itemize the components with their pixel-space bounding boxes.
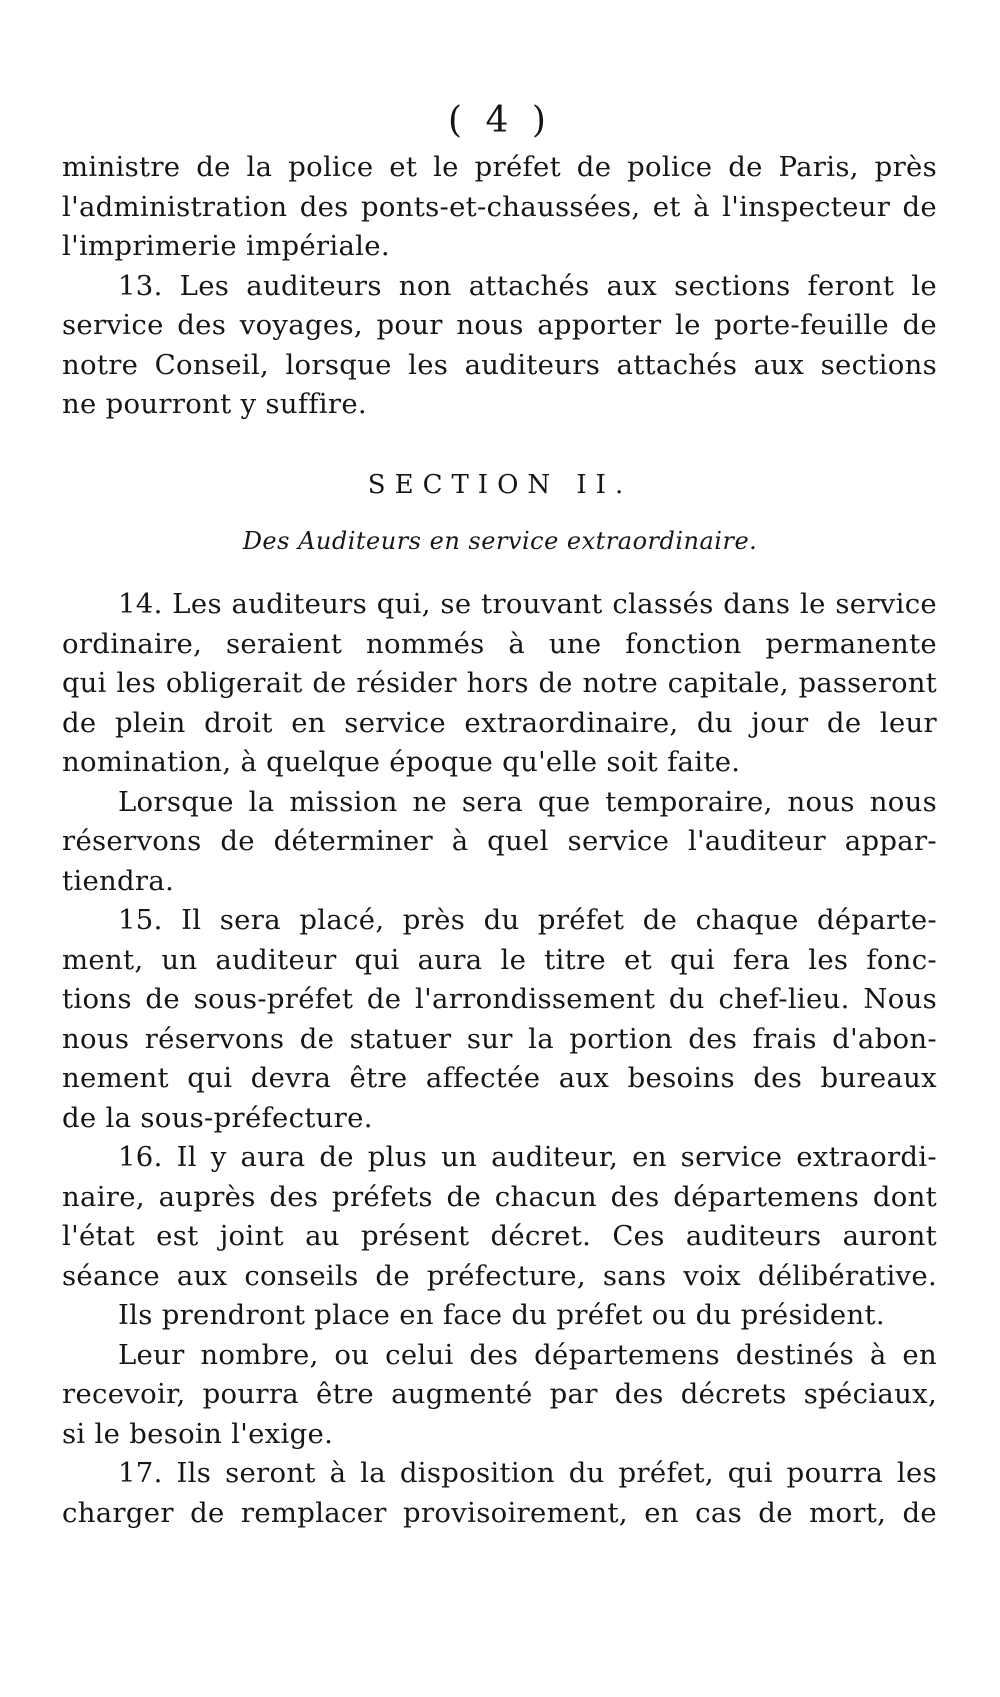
text-line: séance aux conseils de préfecture, sans voix délibérative. [62,1259,937,1292]
text-line: tions de sous-préfet de l'arrondissement du chef-lieu. Nous [62,983,937,1015]
text-line: notre Conseil, lorsque les auditeurs attachés aux sections [62,348,937,381]
text-line: l'état est joint au présent décret. Ces auditeurs auront [62,1220,937,1252]
text-line: ministre de la police et le préfet de police de Paris, près [62,151,937,183]
text-line: ment, un auditeur qui aura le titre et qui fera les fonc- [62,943,937,976]
section-subtitle: Des Auditeurs en service extraordinaire. [242,527,758,555]
article-14-start: 14. Les auditeurs qui, se trouvant classés dans le service [118,588,937,620]
text-line: Ils prendront place en face du préfet ou du président. [118,1299,885,1331]
text-line: nement qui devra être affectée aux besoins des bureaux [62,1062,937,1094]
text-line: réservons de déterminer à quel service l'auditeur appar- [62,825,937,857]
text-line: l'imprimerie impériale. [62,230,390,262]
text-line: Lorsque la mission ne sera que temporaire, nous nous [118,785,937,818]
text-line: l'administration des ponts-et-chaussées, et à l'inspecteur de [62,190,937,223]
text-block-lower [62,585,937,1533]
text-line: nomination, à quelque époque qu'elle soit faite. [62,746,741,778]
text-line: tiendra. [62,864,175,897]
article-15-start: 15. Il sera placé, près du préfet de chaque départe- [118,904,937,936]
text-line: naire, auprès des préfets de chacun des départemens dont [62,1180,937,1213]
text-line: ordinaire, seraient nommés à une fonction permanente [62,627,937,660]
text-line: charger de remplacer provisoirement, en cas de mort, de [62,1496,937,1529]
text-line: de plein droit en service extraordinaire, du jour de leur [62,706,937,739]
article-13-start: 13. Les auditeurs non attachés aux sections feront le [118,269,937,302]
article-16-start: 16. Il y aura de plus un auditeur, en service extraordi- [118,1141,937,1173]
text-line: Leur nombre, ou celui des départemens destinés à en [118,1338,937,1371]
text-line: ne pourront y suffire. [62,388,367,420]
text-line: de la sous-préfecture. [62,1101,373,1134]
text-line: recevoir, pourra être augmenté par des décrets spéciaux, [62,1378,937,1410]
text-line: service des voyages, pour nous apporter le porte-feuille de [62,309,937,341]
text-line: si le besoin l'exige. [62,1417,334,1450]
text-line: qui les obligerait de résider hors de notre capitale, passeront [62,668,937,699]
page-number: ( 4 ) [448,100,552,141]
article-17-start: 17. Ils seront à la disposition du préfet, qui pourra les [118,1457,937,1489]
text-block-upper [62,148,937,425]
text-line: nous réservons de statuer sur la portion des frais d'abon- [62,1022,937,1055]
section-heading: SECTION II. [367,470,633,500]
